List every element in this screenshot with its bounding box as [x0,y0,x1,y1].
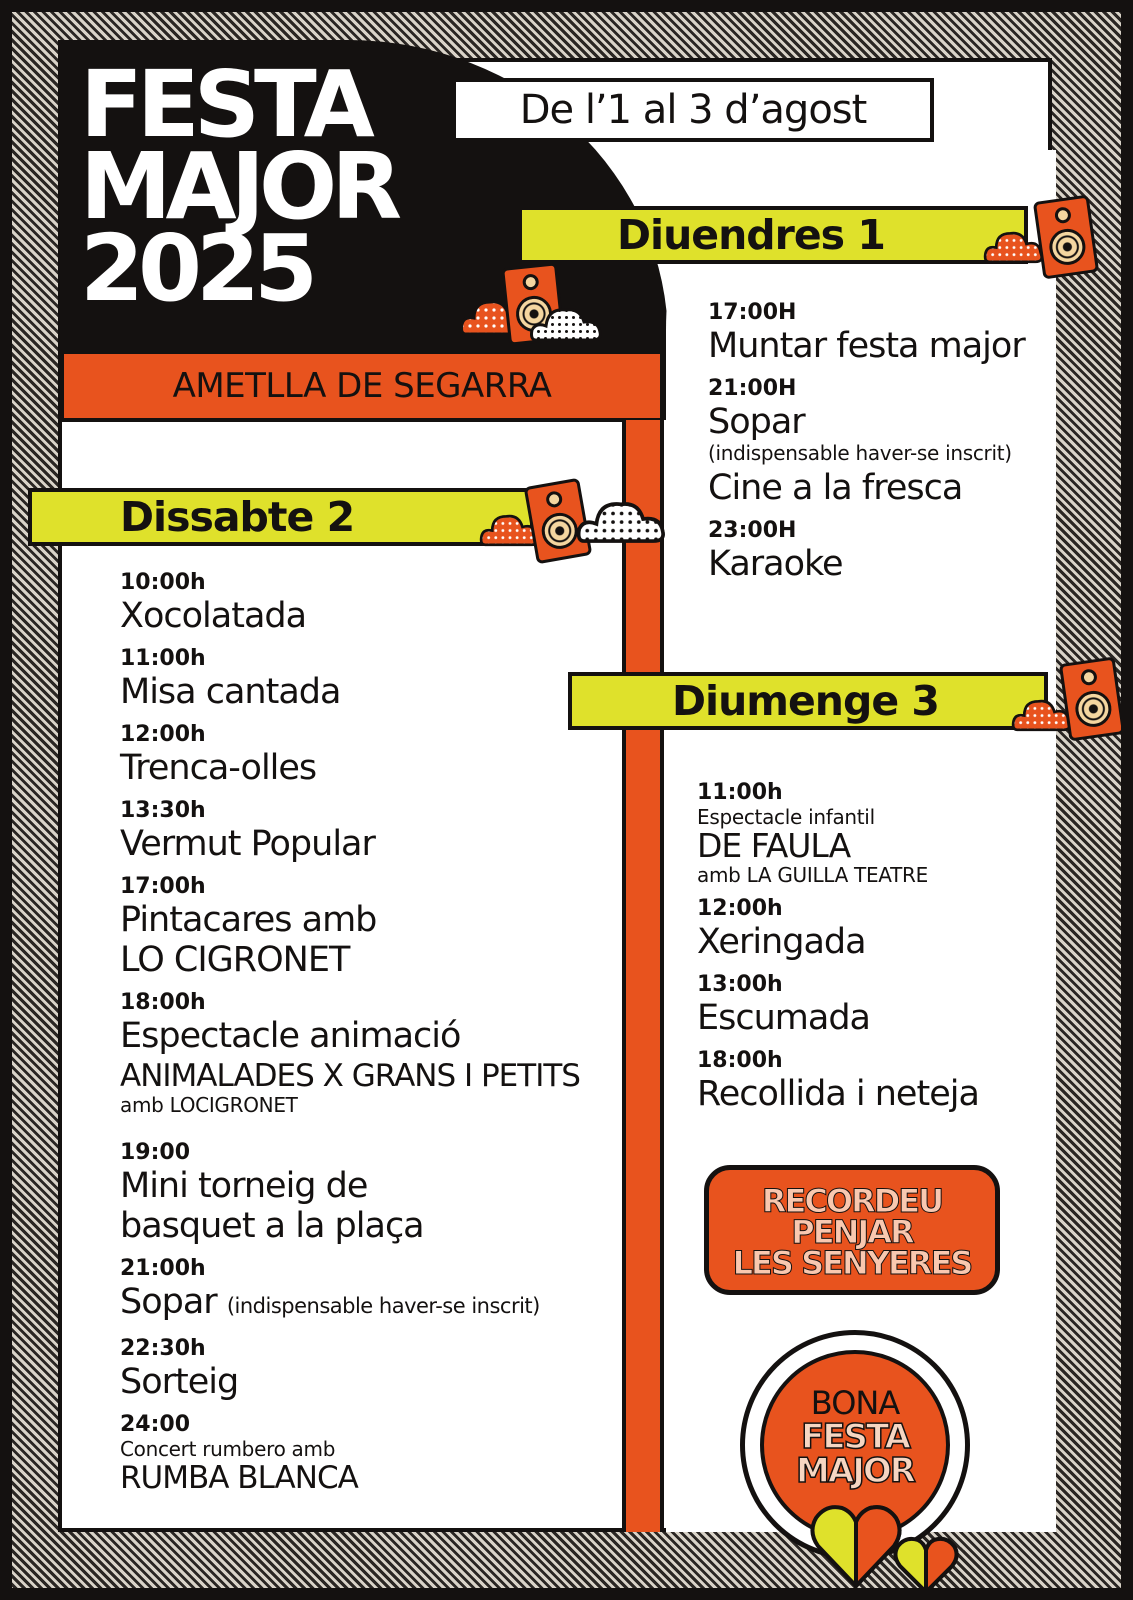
event-performer: ANIMALADES X GRANS I PETITS [120,1058,580,1094]
time-label: 11:00h [697,780,783,805]
title-line-major: MAJOR [80,133,397,240]
event-title-with-note [120,1282,620,1326]
event-title: Escumada [697,998,870,1038]
cloud-icon [574,492,668,546]
day-banner-saturday [28,488,534,546]
speaker-icon [1033,194,1099,279]
time-label: 17:00H [708,300,797,325]
time-label: 12:00h [120,722,206,747]
heart-icon [808,1488,978,1594]
title-line-festa: FESTA [80,51,369,158]
event-title: Trenca-olles [120,748,317,788]
time-label: 13:00h [697,972,783,997]
event-with: amb LOCIGRONET [120,1093,298,1117]
event-performer: RUMBA BLANCA [120,1460,358,1496]
title-line-year: 2025 [80,215,313,322]
event-title: Cine a la fresca [708,468,963,508]
time-label: 19:00 [120,1140,191,1165]
event-with: amb LA GUILLA TEATRE [697,863,928,887]
time-label: 18:00h [120,990,206,1015]
time-label: 13:30h [120,798,206,823]
event-title: Recollida i neteja [697,1074,979,1114]
schedule-sunday [697,780,1037,1114]
reminder-line: LES SENYERES [732,1244,972,1282]
event-pre: Concert rumbero amb [120,1437,336,1461]
event-title: Xocolatada [120,596,307,636]
day-banner-sunday [568,672,1048,730]
day-label-friday: Diuendres 1 [617,211,885,259]
schedule-saturday [120,570,620,1496]
time-label: 21:00h [120,1256,206,1281]
event-title: Pintacares amb [120,900,377,940]
event-note: (indispensable haver-se inscrit) [708,441,1012,465]
schedule-friday [708,300,1038,584]
event-title: Sorteig [120,1362,239,1402]
closing-line-bona: BONA [810,1384,900,1422]
day-label-saturday: Dissabte 2 [120,493,355,541]
closing-line-major: MAJOR [796,1451,914,1491]
poster-title [80,51,397,322]
event-title: LO CIGRONET [120,940,350,980]
time-label: 17:00h [120,874,206,899]
event-title: Sopar [120,1282,217,1322]
event-title: Muntar festa major [708,326,1025,366]
event-performer: DE FAULA [697,826,851,865]
reminder-line: PENJAR [791,1213,913,1251]
closing-line-festa: FESTA [801,1417,909,1457]
event-title: basquet a la plaça [120,1206,424,1246]
event-title: Xeringada [697,922,866,962]
event-title: Karaoke [708,544,843,584]
speaker-icon [1059,656,1125,741]
event-note: (indispensable haver-se inscrit) [226,1294,540,1318]
date-range-box: De l’1 al 3 d’agost [452,78,934,142]
reminder-line: RECORDEU [761,1182,943,1220]
time-label: 12:00h [697,896,783,921]
time-label: 23:00H [708,518,797,543]
event-title: Misa cantada [120,672,341,712]
event-title: Mini torneig de [120,1166,368,1206]
cloud-icon [528,300,604,344]
event-title: Sopar [708,402,805,442]
event-title: Espectacle animació [120,1016,461,1056]
event-title: Vermut Popular [120,824,375,864]
time-label: 18:00h [697,1048,783,1073]
place-banner: AMETLLA DE SEGARRA [60,350,664,422]
time-label: 10:00h [120,570,206,595]
reminder-badge [704,1165,1000,1295]
orange-divider [622,420,664,1532]
time-label: 11:00h [120,646,206,671]
time-label: 24:00 [120,1412,191,1437]
day-banner-friday [518,206,1028,264]
day-label-sunday: Diumenge 3 [672,677,939,725]
time-label: 21:00H [708,376,797,401]
time-label: 22:30h [120,1336,206,1361]
event-pre: Espectacle infantil [697,805,875,829]
